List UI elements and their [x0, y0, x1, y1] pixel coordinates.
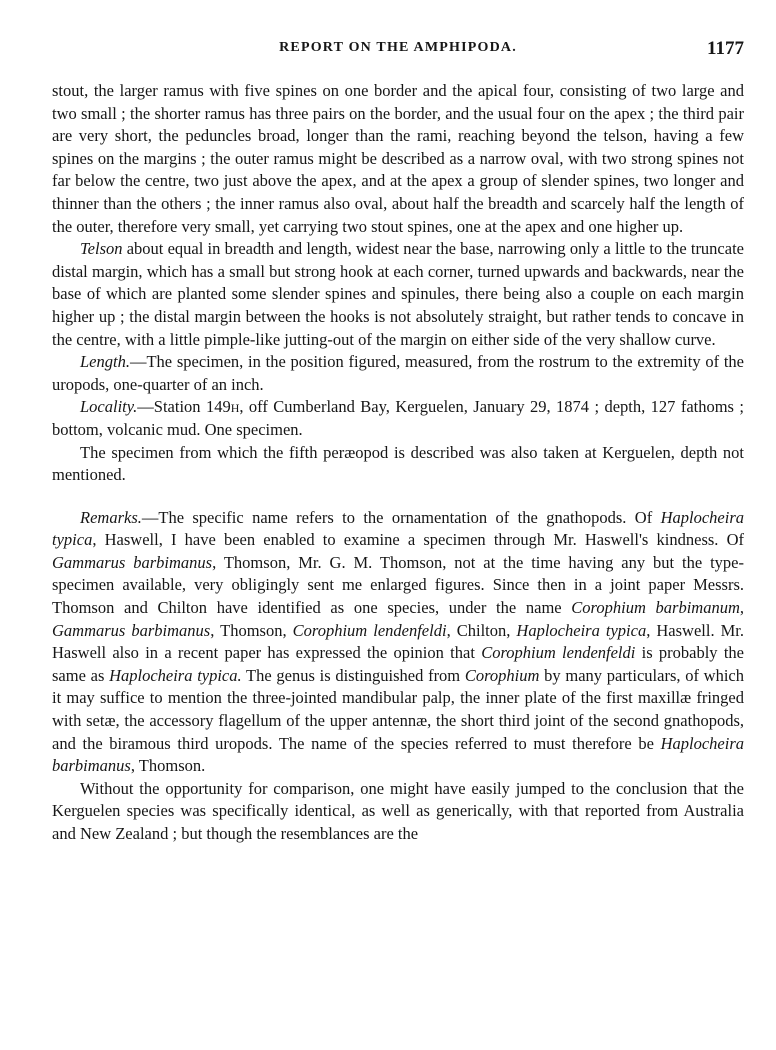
paragraph-text: , Chilton,	[446, 620, 517, 640]
species-name: Haplocheira typica.	[109, 665, 242, 685]
species-name: Corophium lendenfeldi	[292, 620, 447, 640]
paragraph-text: ,	[739, 598, 745, 618]
species-name: Gammarus barbimanus	[52, 552, 213, 572]
section-gap	[52, 487, 744, 507]
station-suffix: h	[230, 397, 240, 417]
paragraph-text: , Thomson,	[210, 620, 293, 640]
paragraph-telson	[52, 238, 744, 351]
species-name: Haplocheira typica	[52, 507, 744, 550]
running-title: REPORT ON THE AMPHIPODA.	[279, 40, 517, 55]
paragraph-text: —The specific name refers to the ornamentation of the gnathopods. Of	[141, 507, 661, 527]
running-header	[52, 38, 744, 64]
genus-name: Corophium	[464, 665, 540, 685]
section-lead-remarks: Remarks.	[80, 507, 142, 527]
document-page	[52, 38, 744, 846]
paragraph-length	[52, 351, 744, 396]
paragraph-text: by many particulars, of which it may suffice to mention the three-jointed mandibular palp, the inner plate of the first maxillæ fringed with setæ, the accessory flagellum of the upper antennæ, the short third joint of the second gnathopods, and the biramous third uropods. The name of the species referred to must therefore be	[52, 665, 744, 753]
paragraph-uropods	[52, 80, 744, 238]
paragraph-text: —Station 149	[137, 397, 231, 417]
species-name: Corophium barbimanum	[571, 598, 740, 618]
species-name: Haplocheira typica	[516, 620, 647, 640]
paragraph-text: stout, the larger ramus with five spines on one border and the apical four, consisting of two large and two small ; the shorter ramus has three pairs on the border, and the usual four on the apex ; the third pair are very short, the peduncles broad, longer than the rami, reaching beyond the telson, having a few spines on the margins ; the outer ramus might be described as a narrow oval, with two strong spines not far below the centre, two just above the apex, and at the apex a group of slender spines, two longer and thinner than the others ; the inner ramus also oval, about half the breadth and scarcely half the length of the outer, therefore very small, yet carrying two stout spines, one at the apex and one higher up.	[52, 81, 744, 236]
paragraph-text: is probably the same as	[52, 643, 744, 685]
species-name: Haplocheira barbimanus	[52, 733, 744, 776]
paragraph-text: The specimen from which the fifth peræopod is described was also taken at Kerguelen, depth not mentioned.	[52, 442, 744, 485]
page-number: 1177	[707, 38, 744, 59]
species-name: Corophium lendenfeldi	[481, 643, 636, 663]
section-lead-locality: Locality.	[80, 397, 138, 417]
species-name: Gammarus barbimanus	[52, 620, 211, 640]
paragraph-remarks	[52, 507, 744, 778]
paragraph-text: The genus is distinguished from	[241, 665, 465, 685]
paragraph-specimen-note	[52, 442, 744, 487]
paragraph-text: Without the opportunity for comparison, one might have easily jumped to the conclusion that the Kerguelen species was specifically identical, as well as generically, with that reported from Australia and New Zealand ; but though the resemblances are the	[52, 778, 744, 843]
section-lead-length: Length.	[80, 352, 130, 372]
section-lead-telson: Telson	[80, 239, 123, 259]
paragraph-text: —The specimen, in the position figured, measured, from the rostrum to the extremity of the uropods, one-quarter of an inch.	[52, 352, 744, 394]
paragraph-text: , Thomson.	[130, 756, 206, 776]
paragraph-comparison	[52, 778, 744, 846]
paragraph-text: , Haswell. Mr. Haswell also in a recent paper has expressed the opinion that	[52, 620, 745, 663]
paragraph-text: , Haswell, I have been enabled to examine a specimen through Mr. Haswell's kindness. Of	[92, 530, 744, 550]
paragraph-text: about equal in breadth and length, widest near the base, narrowing only a little to the truncate distal margin, which has a small but strong hook at each corner, turned upwards and backwards, near the base of which are planted some slender spines and spinules, there being also a couple on each margin higher up ; the distal margin between the hooks is not absolutely straight, but rather tends to concave in the centre, with a little pimple-like jutting-out of the margin on either side of the very shallow curve.	[52, 239, 744, 349]
paragraph-text: , off Cumberland Bay, Kerguelen, January 29, 1874 ; depth, 127 fathoms ; bottom, volcanic mud. One specimen.	[52, 397, 744, 439]
paragraph-locality	[52, 396, 744, 441]
paragraph-text: , Thomson, Mr. G. M. Thomson, not at the time having any but the type-specimen available, very obligingly sent me enlarged figures. Since then in a joint paper Messrs. Thomson and Chilton have identified as one species, under the name	[52, 552, 744, 618]
